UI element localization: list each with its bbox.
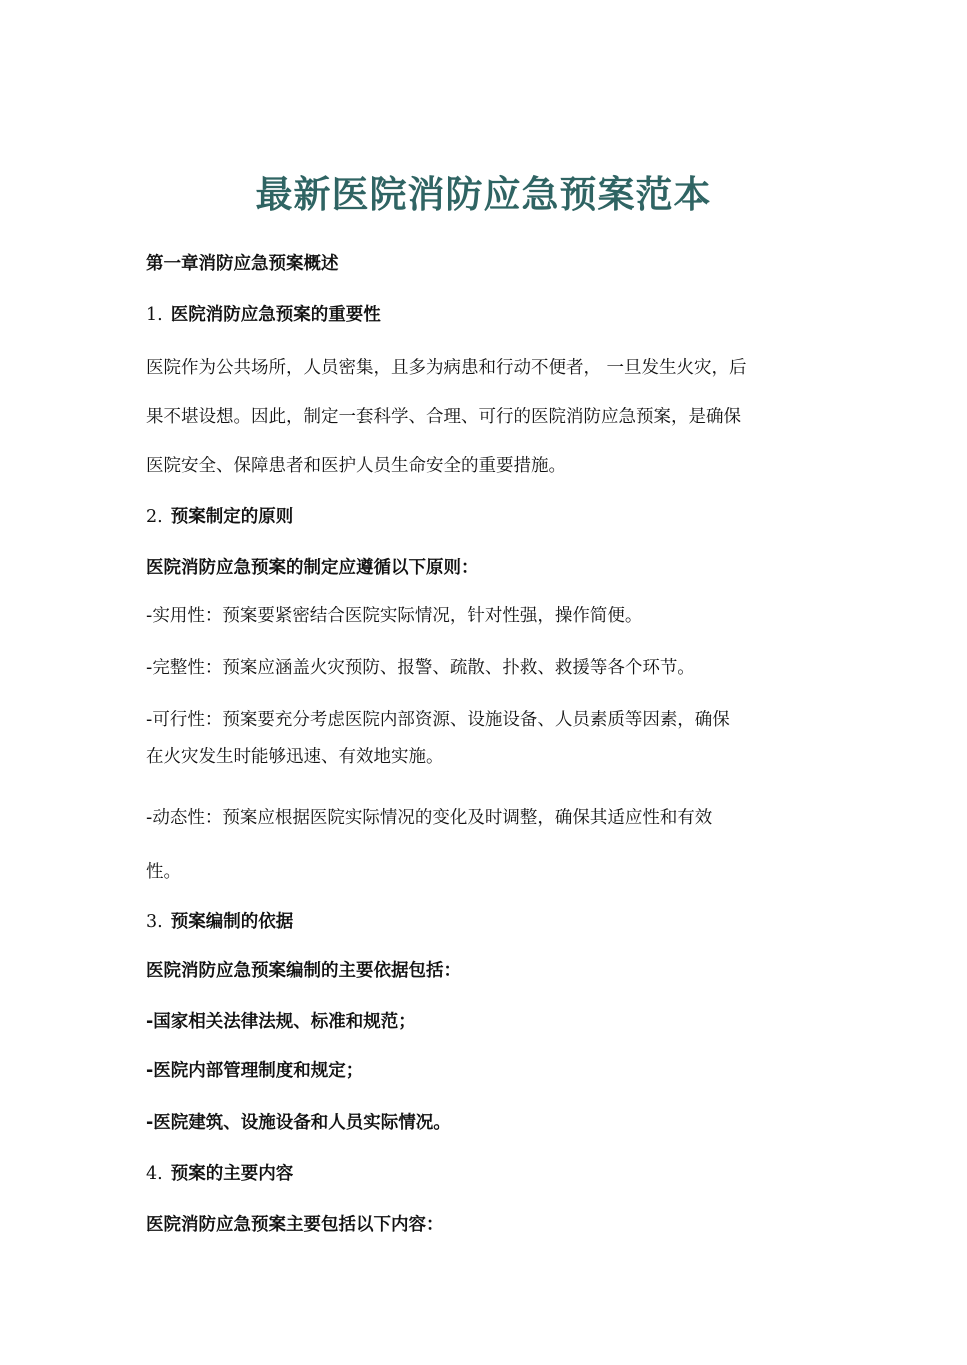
list-item: -实用性：预案要紧密结合医院实际情况，针对性强，操作简便。 [146, 606, 643, 626]
list-item: 在火灾发生时能够迅速、有效地实施。 [146, 747, 444, 767]
list-item: 性。 [146, 862, 181, 882]
section-heading-4 [146, 1162, 293, 1186]
section-heading-2 [146, 505, 293, 529]
list-item: -医院建筑、设施设备和人员实际情况。 [146, 1113, 451, 1133]
section-title: 预案编制的依据 [170, 912, 294, 932]
section-title: 医院消防应急预案的重要性 [170, 305, 381, 325]
section-number: 4. [146, 1164, 163, 1184]
section-number: 3. [146, 912, 163, 932]
list-item: -完整性：预案应涵盖火灾预防、报警、疏散、扑救、救援等各个环节。 [146, 658, 695, 678]
section-intro: 医院消防应急预案主要包括以下内容： [146, 1215, 444, 1235]
paragraph-line: 果不堪设想。因此，制定一套科学、合理、可行的医院消防应急预案，是确保 [146, 407, 741, 427]
section-number: 2. [146, 507, 163, 527]
section-title: 预案的主要内容 [170, 1164, 294, 1184]
document-title: 最新医院消防应急预案范本 [255, 173, 712, 216]
section-title: 预案制定的原则 [170, 507, 294, 527]
section-intro: 医院消防应急预案的制定应遵循以下原则： [146, 558, 479, 578]
list-item: -医院内部管理制度和规定； [146, 1061, 364, 1081]
list-item: -可行性：预案要充分考虑医院内部资源、设施设备、人员素质等因素，确保 [146, 710, 730, 730]
paragraph-line: 医院安全、保障患者和医护人员生命安全的重要措施。 [146, 456, 566, 476]
list-item: -动态性：预案应根据医院实际情况的变化及时调整，确保其适应性和有效 [146, 808, 713, 828]
list-item: -国家相关法律法规、标准和规范； [146, 1012, 416, 1032]
paragraph-line: 医院作为公共场所，人员密集，且多为病患和行动不便者， 一旦发生火灾，后 [146, 358, 747, 378]
chapter-heading: 第一章消防应急预案概述 [146, 254, 339, 274]
section-heading-3 [146, 910, 293, 934]
section-number: 1. [146, 305, 163, 325]
section-heading-1 [146, 303, 381, 327]
section-intro: 医院消防应急预案编制的主要依据包括： [146, 961, 461, 981]
